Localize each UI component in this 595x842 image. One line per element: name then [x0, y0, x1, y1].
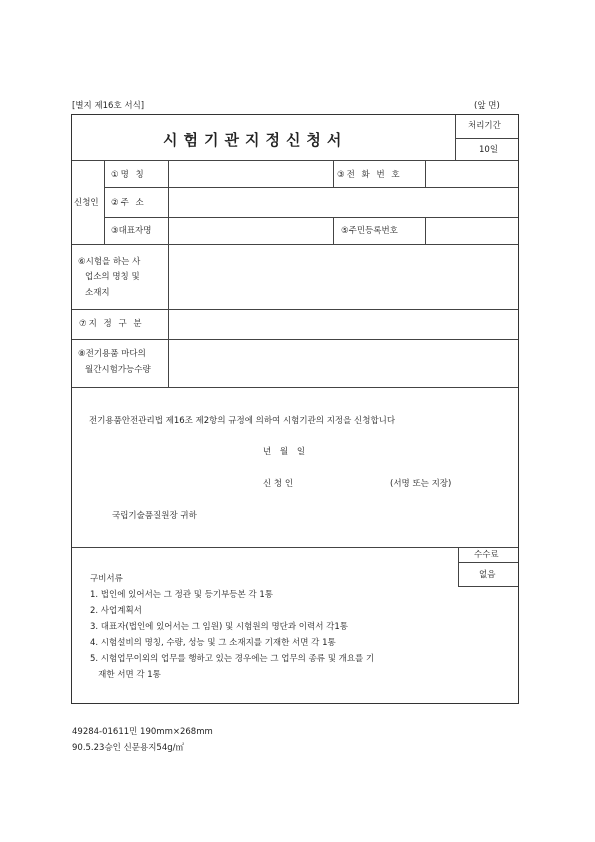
applicant-group-label: 신청인: [74, 198, 99, 208]
test-place-label-3: 소재지: [85, 288, 110, 298]
document-item: 4. 시험설비의 명칭, 수량, 성능 및 그 소재지를 기재한 서면 각 1통: [90, 638, 336, 648]
footer-line-1: 49284-01611민 190mm×268mm: [72, 727, 213, 737]
fee-box-bottom: [458, 586, 518, 587]
statement-text: 전기용품안전관리법 제16조 제2항의 규정에 의하여 시험기관의 지정을 신청합니다: [89, 416, 396, 426]
page-side-label: (앞 면): [474, 101, 500, 111]
designation-label: ⑦지 정 구 분: [79, 319, 144, 329]
name-label: ①명 칭: [111, 170, 146, 180]
capacity-label-2: 월간시험가능수량: [85, 365, 151, 375]
date-line: 년 월 일: [263, 447, 306, 457]
resident-label-right: [425, 217, 426, 244]
required-documents-title: 구비서류: [90, 574, 123, 584]
phone-label-left: [333, 160, 334, 187]
document-item: 3. 대표자(법인에 있어서는 그 임원) 및 시험원의 명단과 이력서 각1통: [90, 622, 348, 632]
document-item: 2. 사업계획서: [90, 606, 142, 616]
applicant-signature-label: 신 청 인: [263, 479, 294, 489]
lower-label-divider: [168, 244, 169, 387]
applicant-row2-bottom: [104, 217, 518, 218]
document-item: 재한 서면 각 1통: [90, 670, 161, 680]
fee-label: 수수료: [474, 550, 499, 560]
fee-box-middle: [458, 562, 518, 563]
resident-label-left: [333, 217, 334, 244]
test-place-label-1: ⑥시험을 하는 사: [78, 257, 141, 267]
designation-row-bottom: [72, 339, 518, 340]
applicant-divider: [104, 160, 105, 244]
phone-label: ③전 화 번 호: [337, 170, 402, 180]
title-row-bottom: [72, 160, 518, 161]
capacity-row-bottom: [72, 387, 518, 388]
address-label: ②주 소: [111, 198, 146, 208]
capacity-label-1: ⑧전기용품 마다의: [78, 349, 146, 359]
processing-divider-h: [455, 138, 518, 139]
applicant-block-bottom: [72, 244, 518, 245]
fee-value: 없음: [479, 570, 496, 580]
recipient-line: 국립기술품질원장 귀하: [112, 511, 197, 521]
fee-box-left: [458, 547, 459, 586]
form-title: 시험기관지정신청서: [163, 131, 348, 149]
representative-label: ③대표자명: [111, 226, 152, 236]
footer-line-2: 90.5.23승인 신문용지54g/㎡: [72, 743, 184, 753]
document-item: 5. 시험업무이외의 업무를 행하고 있는 경우에는 그 업무의 종류 및 개요를 기: [90, 654, 375, 664]
test-place-label-2: 업소의 명칭 및: [85, 272, 140, 282]
statement-block-bottom: [72, 547, 518, 548]
form-number-label: [별지 제16호 서식]: [72, 101, 145, 111]
signature-note: (서명 또는 지장): [390, 479, 452, 489]
applicant-row1-bottom: [104, 187, 518, 188]
document-item: 1. 법인에 있어서는 그 정관 및 등기부등본 각 1통: [90, 590, 273, 600]
processing-period-value: 10일: [479, 145, 499, 155]
test-place-row-bottom: [72, 309, 518, 310]
label-column-divider: [168, 160, 169, 244]
phone-label-right: [425, 160, 426, 187]
processing-period-label: 처리기간: [468, 121, 501, 131]
resident-number-label: ⑤주민등록번호: [341, 226, 398, 236]
